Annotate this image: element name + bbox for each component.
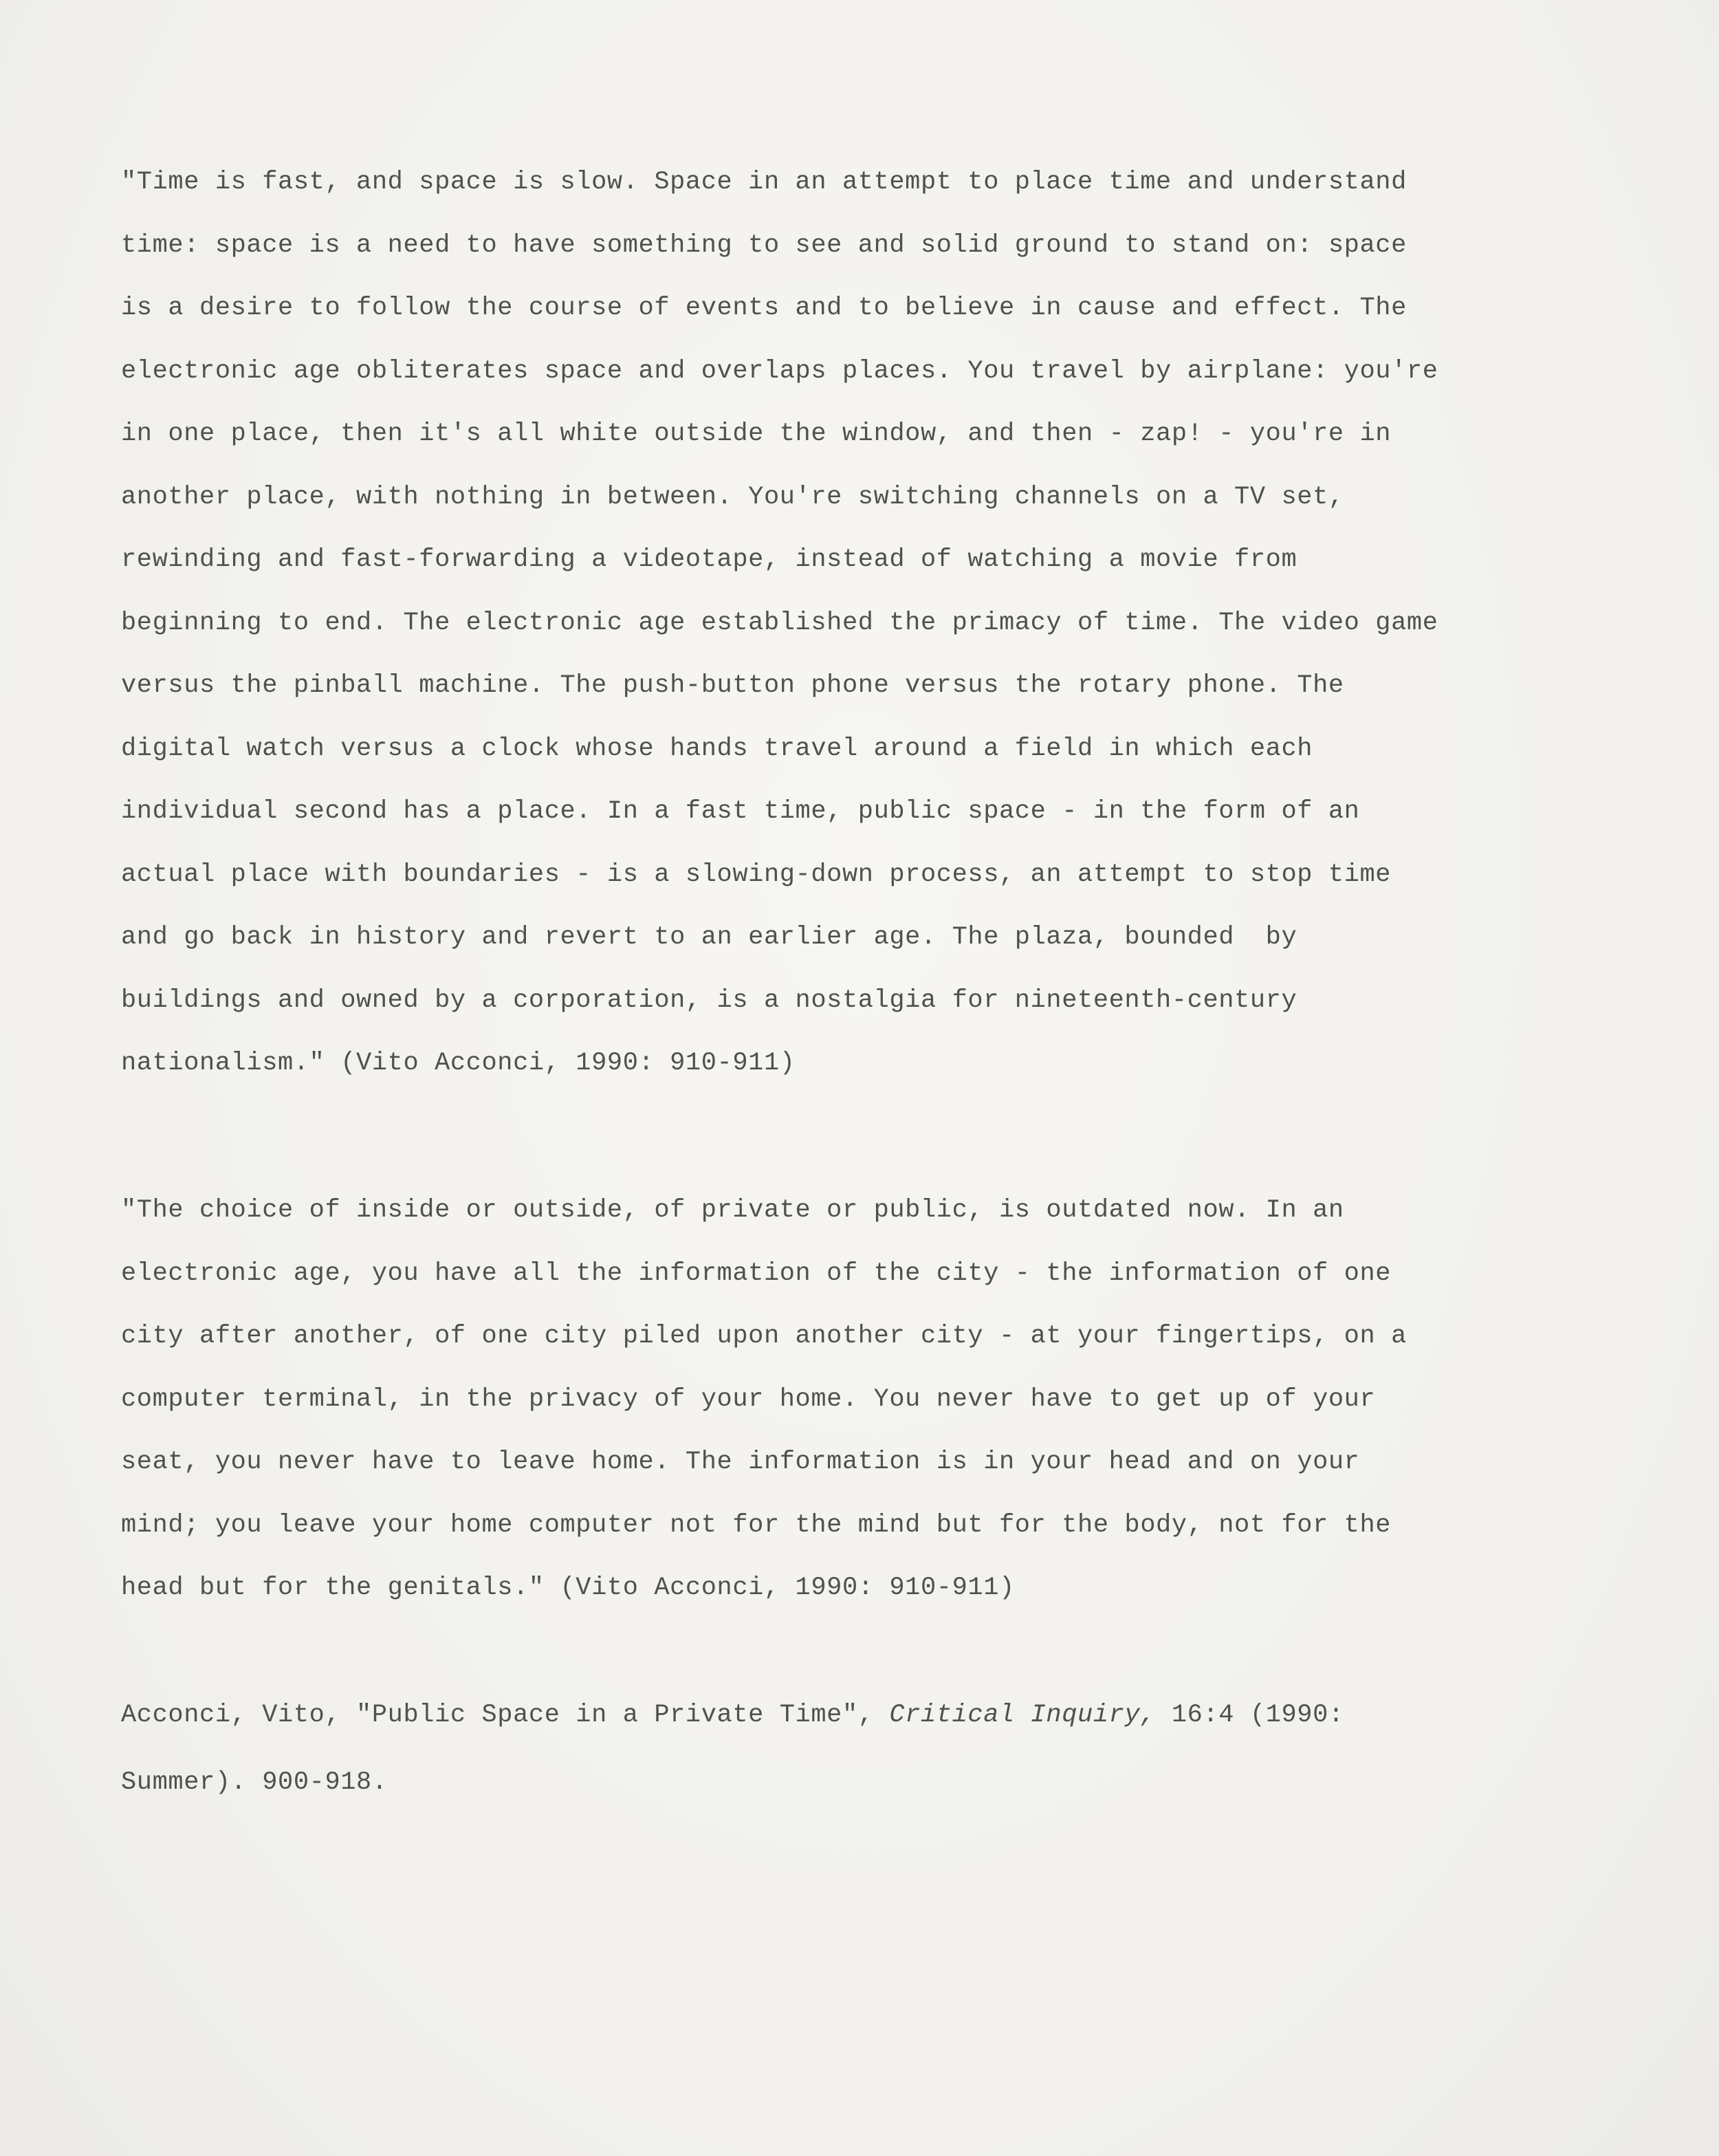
text-line: actual place with boundaries - is a slowing-down process, an attempt to stop time (121, 860, 1392, 889)
text-line: and go back in history and revert to an earlier age. The plaza, bounded by (121, 923, 1298, 952)
text-line: time: space is a need to have something to see and solid ground to stand on: space (121, 230, 1407, 260)
text-line: electronic age obliterates space and overlaps places. You travel by airplane: you're (121, 356, 1438, 386)
text-line: head but for the genitals." (Vito Acconci, 1990: 910-911) (121, 1574, 1015, 1602)
text-line: buildings and owned by a corporation, is a nostalgia for nineteenth-century (121, 986, 1298, 1015)
text-line: digital watch versus a clock whose hands travel around a field in which each (121, 734, 1313, 763)
text-line: "Time is fast, and space is slow. Space in an attempt to place time and understand (121, 168, 1407, 197)
text-line: seat, you never have to leave home. The information is in your head and on your (121, 1448, 1360, 1477)
text-line: rewinding and fast-forwarding a videotape, instead of watching a movie from (121, 545, 1298, 574)
text-line: computer terminal, in the privacy of your home. You never have to get up of your (121, 1384, 1376, 1414)
text-line: versus the pinball machine. The push-button phone versus the rotary phone. The (121, 671, 1344, 700)
text-line: individual second has a place. In a fast time, public space - in the form of an (121, 797, 1360, 826)
text-line: city after another, of one city piled upon another city - at your fingertips, on a (121, 1322, 1407, 1351)
text-line: is a desire to follow the course of events and to believe in cause and effect. The (121, 294, 1407, 323)
bibliography-reference (121, 1681, 1344, 1816)
reference-volume: 16:4 (1990: (1156, 1701, 1344, 1730)
quote-paragraph-inside-outside (121, 1179, 1407, 1620)
text-line: mind; you leave your home computer not for the mind but for the body, not for the (121, 1510, 1392, 1540)
text-line: "The choice of inside or outside, of private or public, is outdated now. In an (121, 1196, 1344, 1225)
journal-title: Critical Inquiry, (889, 1701, 1157, 1730)
text-line: in one place, then it's all white outside the window, and then - zap! - you're in (121, 420, 1392, 448)
text-line: electronic age, you have all the information of the city - the information of one (121, 1259, 1392, 1288)
reference-line (121, 1681, 1344, 1749)
reference-line: Summer). 900-918. (121, 1768, 388, 1797)
quote-paragraph-time-and-space (121, 151, 1438, 1096)
reference-author-and-article: Acconci, Vito, "Public Space in a Private Time", (121, 1701, 890, 1730)
text-line: another place, with nothing in between. You're switching channels on a TV set, (121, 482, 1344, 512)
text-line: nationalism." (Vito Acconci, 1990: 910-911) (121, 1049, 796, 1078)
text-line: beginning to end. The electronic age established the primacy of time. The video game (121, 608, 1438, 638)
